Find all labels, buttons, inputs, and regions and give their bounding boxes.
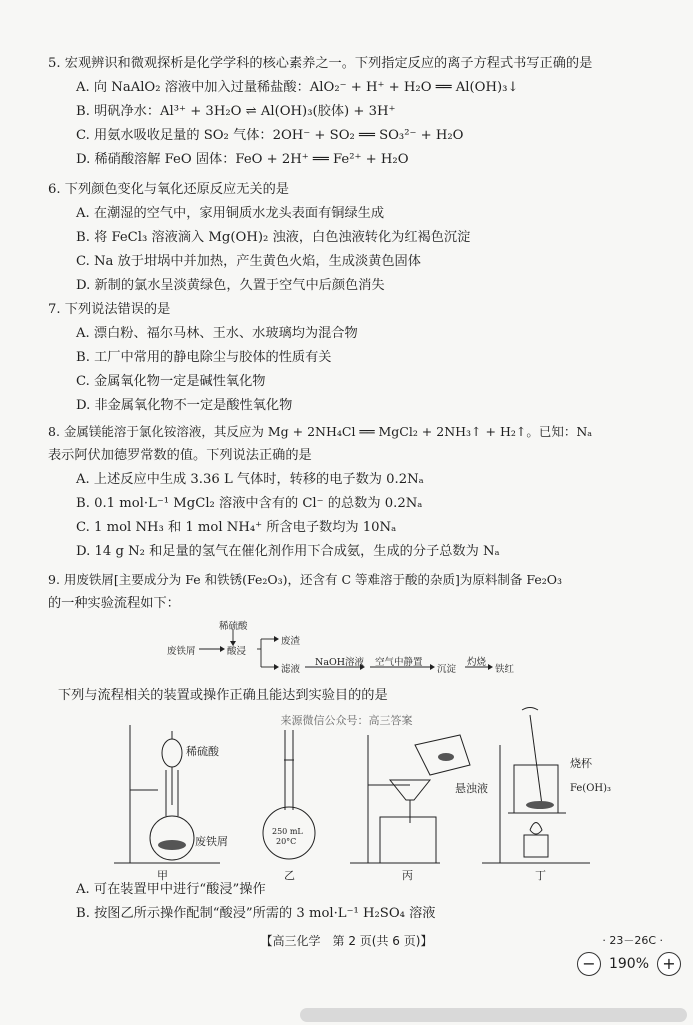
option-d: D. 14 g N₂ 和足量的氢气在催化剂作用下合成氨，生成的分子总数为 Nₐ [76, 544, 500, 559]
label-feoh3: Fe(OH)₃ [570, 783, 612, 794]
question-5 [48, 52, 669, 172]
zoom-out-button[interactable] [577, 952, 601, 976]
option-b: B. 将 FeCl₃ 溶液滴入 Mg(OH)₂ 浊液，白色浊液转化为红褐色沉淀 [76, 230, 471, 245]
option-c: C. 用氨水吸收足量的 SO₂ 气体：2OH⁻ + SO₂ ══ SO₃²⁻ + H₂O [76, 128, 464, 143]
question-stem: 9. 用废铁屑[主要成分为 Fe 和铁锈(Fe₂O₃)，还含有 C 等难溶于酸的杂质]为原料制备 Fe₂O₃ [48, 572, 563, 587]
option-c: C. 金属氧化物一定是碱性氧化物 [76, 374, 266, 389]
watermark: 来源微信公众号：高三答案 [280, 714, 413, 727]
question-stem: 7. 下列说法错误的是 [48, 302, 171, 317]
flow-naoh: NaOH溶液 [315, 657, 365, 668]
option-d: D. 稀硝酸溶解 FeO 固体：FeO + 2H⁺ ══ Fe²⁺ + H₂O [76, 152, 409, 167]
question-stem: 5. 宏观辨识和微观探析是化学学科的核心素养之一。下列指定反应的离子方程式书写正确的是 [48, 56, 593, 71]
question-6 [48, 178, 669, 298]
flow-start: 废铁屑 [167, 646, 196, 657]
label-250ml: 250 mL [272, 827, 303, 836]
question-stem-cont: 表示阿伏加德罗常数的值。下列说法正确的是 [48, 448, 312, 463]
question-7 [48, 298, 669, 418]
label-dilute-sulfuric-acid: 稀硫酸 [186, 745, 219, 758]
question-stem: 8. 金属镁能溶于氯化铵溶液，其反应为 Mg + 2NH₄Cl ══ MgCl₂ + 2NH₃↑ + H₂↑。已知：Nₐ [48, 424, 593, 439]
plus-icon: + [662, 954, 676, 973]
label-jia: 甲 [157, 869, 168, 882]
flow-precipitate: 沉淀 [437, 664, 457, 675]
option-c: C. Na 放于坩埚中并加热，产生黄色火焰，生成淡黄色固体 [76, 254, 421, 269]
flow-product: 铁红 [495, 664, 515, 675]
label-iron-scrap: 废铁屑 [195, 835, 228, 848]
paper-code: · 23－26C · [602, 934, 663, 947]
option-b: B. 0.1 mol·L⁻¹ MgCl₂ 溶液中含有的 Cl⁻ 的总数为 0.2Nₐ [76, 496, 423, 511]
flow-residue: 废渣 [281, 636, 301, 647]
horizontal-scrollbar[interactable] [300, 1008, 687, 1022]
flow-acid: 稀硫酸 [219, 621, 248, 632]
page-footer: 【高三化学 第 2 页(共 6 页)】 [260, 934, 433, 948]
flow-air: 空气中静置 [375, 657, 423, 668]
option-a: A. 向 NaAlO₂ 溶液中加入过量稀盐酸：AlO₂⁻ + H⁺ + H₂O ══ Al(OH)₃↓ [76, 80, 519, 95]
flow-filtrate: 滤液 [281, 664, 301, 675]
option-d: D. 新制的氯水呈淡黄绿色，久置于空气中后颜色消失 [76, 278, 385, 293]
apparatus-drawings [30, 705, 670, 885]
option-a: A. 漂白粉、福尔马林、王水、水玻璃均为混合物 [76, 326, 358, 341]
minus-icon: − [582, 954, 596, 973]
apparatus-figures [30, 705, 670, 885]
process-flow-diagram [165, 619, 525, 677]
label-yi: 乙 [284, 869, 295, 882]
question-8 [48, 420, 669, 564]
question-9 [48, 568, 669, 616]
label-ding: 丁 [535, 869, 546, 882]
label-suspension: 悬浊液 [455, 782, 488, 795]
question-stem: 6. 下列颜色变化与氧化还原反应无关的是 [48, 182, 289, 197]
zoom-in-button[interactable] [657, 952, 681, 976]
option-a: A. 可在装置甲中进行“酸浸”操作 [76, 882, 266, 897]
question-ask: 下列与流程相关的装置或操作正确且能达到实验目的的是 [58, 688, 388, 703]
option-b: B. 工厂中常用的静电除尘与胶体的性质有关 [76, 350, 332, 365]
option-c: C. 1 mol NH₃ 和 1 mol NH₄⁺ 所含电子数均为 10Nₐ [76, 520, 397, 535]
flow-burn: 灼烧 [467, 657, 487, 668]
question-9-options [48, 878, 669, 926]
label-bing: 丙 [402, 869, 413, 882]
zoom-level: 190% [608, 956, 649, 972]
option-d: D. 非金属氧化物不一定是酸性氧化物 [76, 398, 293, 413]
label-20c: 20°C [276, 837, 297, 846]
question-stem-cont: 的一种实验流程如下： [48, 596, 180, 611]
option-b: B. 明矾净水：Al³⁺ + 3H₂O ⇌ Al(OH)₃(胶体) + 3H⁺ [76, 104, 396, 119]
option-b: B. 按图乙所示操作配制“酸浸”所需的 3 mol·L⁻¹ H₂SO₄ 溶液 [76, 906, 436, 921]
option-a: A. 在潮湿的空气中，家用铜质水龙头表面有铜绿生成 [76, 206, 385, 221]
option-a: A. 上述反应中生成 3.36 L 气体时，转移的电子数为 0.2Nₐ [76, 472, 424, 487]
flow-acid-leach: 酸浸 [227, 646, 247, 657]
zoom-controls [577, 952, 681, 976]
label-beaker: 烧杯 [570, 757, 592, 770]
